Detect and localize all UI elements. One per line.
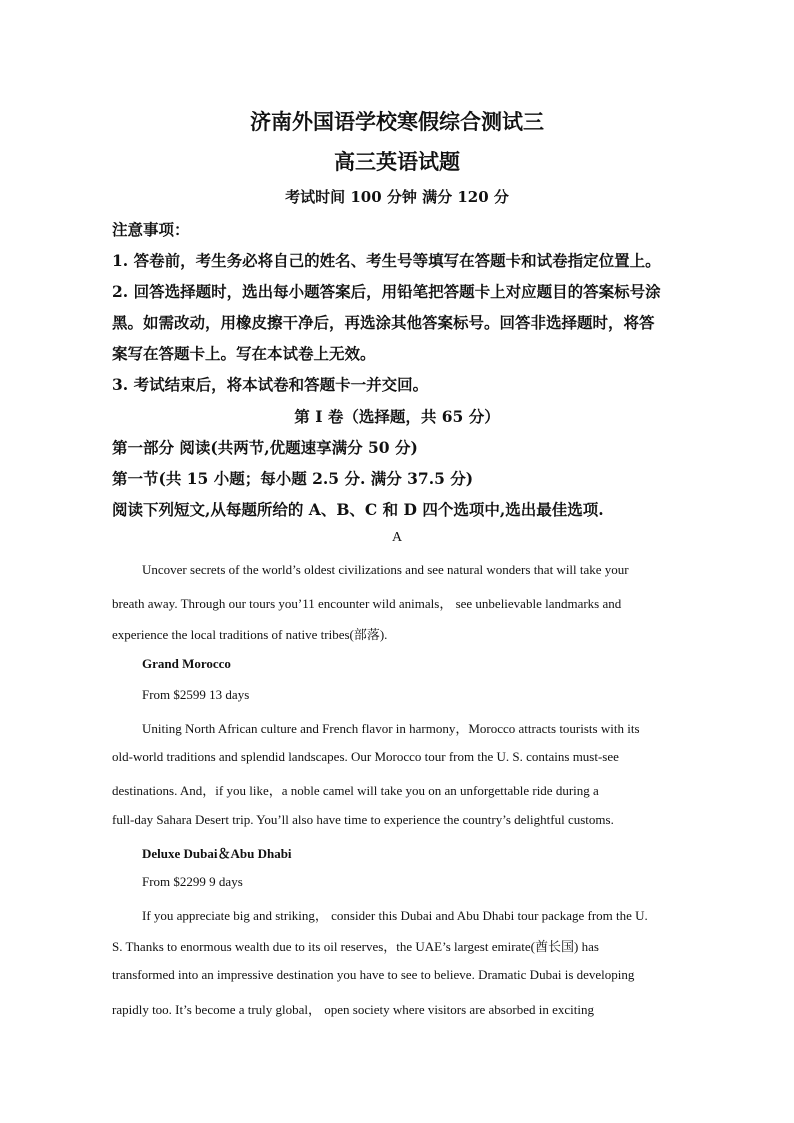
tour-dubai-price: From $2299 9 days: [142, 874, 243, 889]
passage-intro-line-1: Uncover secrets of the world’s oldest civilizations and see natural wonders that will take your: [142, 562, 629, 577]
tour-dubai-name: Deluxe Dubai＆Abu Dhabi: [142, 846, 292, 861]
tour-dubai-line-4: rapidly too. It’s become a truly global， open society where visitors are absorbed in exciting: [112, 1002, 594, 1017]
tour-morocco-line-1: Uniting North African culture and French flavor in harmony，Morocco attracts tourists with its: [142, 721, 640, 736]
section-one-heading: 第一节(共 15 小题；每小题 2.5 分. 满分 37.5 分): [112, 469, 474, 488]
note-item-1: 1. 答卷前，考生务必将自己的姓名、考生号等填写在答题卡和试卷指定位置上。: [112, 251, 661, 270]
exam-timing: 考试时间 100 分钟 满分 120 分: [285, 188, 509, 206]
reading-instruction: 阅读下列短文,从每题所给的 A、B、C 和 D 四个选项中,选出最佳选项.: [112, 500, 604, 519]
note-item-2-line-1: 2. 回答选择题时，选出每小题答案后，用铅笔把答题卡上对应题目的答案标号涂: [112, 282, 661, 301]
tour-morocco-price: From $2599 13 days: [142, 687, 250, 702]
passage-label: A: [391, 530, 403, 545]
notes-heading: 注意事项：: [112, 220, 190, 239]
tour-dubai-line-2: S. Thanks to enormous wealth due to its oil reserves，the UAE’s largest emirate(酋长国) has: [112, 939, 599, 954]
tour-morocco-name: Grand Morocco: [142, 656, 231, 671]
part-one-heading: 第一部分 阅读(共两节,优题速享满分 50 分): [112, 438, 418, 457]
tour-morocco-line-2: old-world traditions and splendid landscapes. Our Morocco tour from the U. S. contains must-see: [112, 749, 619, 764]
exam-title: 济南外国语学校寒假综合测试三: [250, 109, 544, 134]
exam-subtitle: 高三英语试题: [334, 149, 460, 174]
tour-morocco-line-3: destinations. And，if you like，a noble camel will take you on an unforgettable ride during a: [112, 783, 599, 798]
tour-dubai-line-3: transformed into an impressive destination you have to see to believe. Dramatic Dubai is developing: [112, 967, 635, 982]
tour-dubai-line-1: If you appreciate big and striking， consider this Dubai and Abu Dhabi tour package from the U.: [142, 908, 648, 923]
note-item-3: 3. 考试结束后，将本试卷和答题卡一并交回。: [112, 375, 429, 394]
note-item-2-line-2: 黑。如需改动，用橡皮擦干净后，再选涂其他答案标号。回答非选择题时，将答: [112, 313, 655, 332]
note-item-2-line-3: 案写在答题卡上。写在本试卷上无效。: [112, 344, 376, 363]
volume-heading: 第 I 卷（选择题，共 65 分）: [294, 407, 500, 426]
tour-morocco-line-4: full-day Sahara Desert trip. You’ll also have time to experience the country’s delightful customs.: [112, 812, 614, 827]
passage-intro-line-3: experience the local traditions of native tribes(部落).: [112, 627, 388, 642]
passage-intro-line-2: breath away. Through our tours you’11 encounter wild animals， see unbelievable landmarks and: [112, 596, 622, 611]
